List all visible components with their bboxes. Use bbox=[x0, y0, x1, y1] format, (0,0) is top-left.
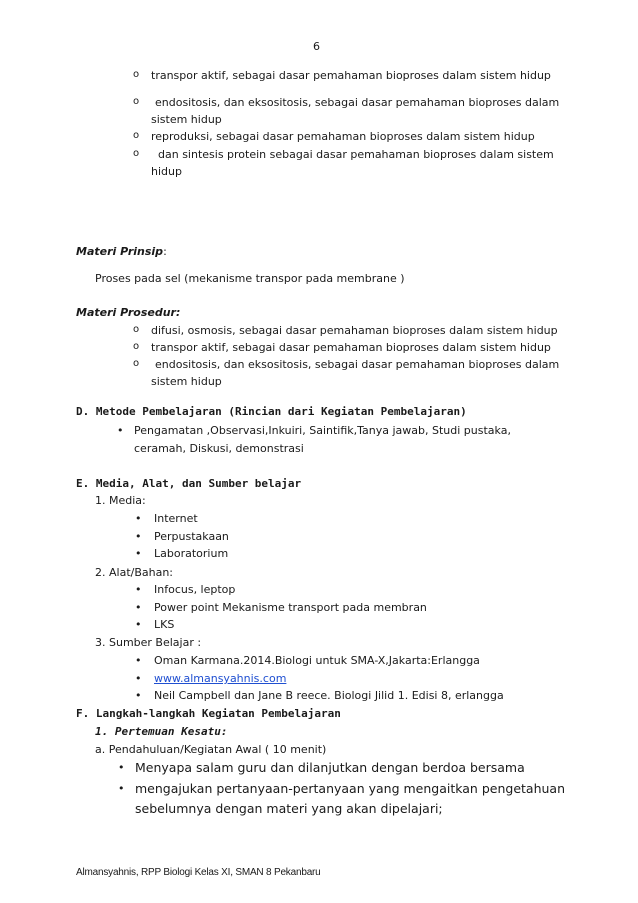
list-item: dan sintesis protein sebagai dasar pemahaman bioproses dalam sistem bbox=[158, 148, 554, 161]
list-item: reproduksi, sebagai dasar pemahaman bioproses dalam sistem hidup bbox=[151, 130, 535, 143]
dot-bullet-icon: • bbox=[135, 547, 142, 560]
list-item: Power point Mekanisme transport pada membran bbox=[154, 601, 427, 614]
list-item: difusi, osmosis, sebagai dasar pemahaman bioproses dalam sistem hidup bbox=[151, 324, 558, 337]
dot-bullet-icon: • bbox=[135, 672, 142, 685]
list-item: Oman Karmana.2014.Biologi untuk SMA-X,Jakarta:Erlangga bbox=[154, 654, 480, 667]
circle-bullet-icon: o bbox=[133, 148, 140, 159]
dot-bullet-icon: • bbox=[135, 689, 142, 702]
list-item: endositosis, dan eksositosis, sebagai dasar pemahaman bioproses dalam bbox=[155, 96, 560, 109]
materi-prosedur-heading: Materi Prosedur: bbox=[76, 306, 181, 319]
dot-bullet-icon: • bbox=[135, 601, 142, 614]
circle-bullet-icon: o bbox=[133, 130, 140, 141]
sumber-label: 3. Sumber Belajar : bbox=[95, 636, 202, 649]
dot-bullet-icon: • bbox=[135, 512, 142, 525]
materi-prinsip-heading: Materi Prinsip: bbox=[76, 245, 167, 258]
dot-bullet-icon: • bbox=[118, 761, 125, 774]
circle-bullet-icon: o bbox=[133, 341, 140, 352]
circle-bullet-icon: o bbox=[133, 358, 140, 369]
pendahuluan-label: a. Pendahuluan/Kegiatan Awal ( 10 menit) bbox=[95, 743, 327, 756]
alat-label: 2. Alat/Bahan: bbox=[95, 566, 174, 579]
page-number: 6 bbox=[313, 40, 320, 53]
dot-bullet-icon: • bbox=[117, 424, 124, 437]
list-item: Infocus, leptop bbox=[154, 583, 236, 596]
list-item: transpor aktif, sebagai dasar pemahaman bioproses dalam sistem hidup bbox=[151, 341, 551, 354]
list-item: Perpustakaan bbox=[154, 530, 229, 543]
list-item: transpor aktif, sebagai dasar pemahaman bioproses dalam sistem hidup bbox=[151, 69, 551, 82]
section-e-heading: E. Media, Alat, dan Sumber belajar bbox=[76, 477, 302, 490]
list-item-continuation: sistem hidup bbox=[151, 375, 222, 388]
dot-bullet-icon: • bbox=[135, 654, 142, 667]
dot-bullet-icon: • bbox=[135, 583, 142, 596]
list-item: Laboratorium bbox=[154, 547, 229, 560]
circle-bullet-icon: o bbox=[133, 96, 140, 107]
list-item: Menyapa salam guru dan dilanjutkan dengan berdoa bersama bbox=[135, 760, 525, 775]
metode-line: Pengamatan ,Observasi,Inkuiri, Saintifik,Tanya jawab, Studi pustaka, bbox=[134, 424, 511, 437]
pertemuan-heading: 1. Pertemuan Kesatu: bbox=[95, 725, 228, 738]
media-label: 1. Media: bbox=[95, 494, 146, 507]
list-item: endositosis, dan eksositosis, sebagai dasar pemahaman bioproses dalam bbox=[155, 358, 560, 371]
circle-bullet-icon: o bbox=[133, 324, 140, 335]
list-item: LKS bbox=[154, 618, 175, 631]
dot-bullet-icon: • bbox=[135, 618, 142, 631]
dot-bullet-icon: • bbox=[118, 782, 125, 795]
metode-line-continuation: ceramah, Diskusi, demonstrasi bbox=[134, 442, 304, 455]
list-item: Neil Campbell dan Jane B reece. Biologi Jilid 1. Edisi 8, erlangga bbox=[154, 689, 504, 702]
dot-bullet-icon: • bbox=[135, 530, 142, 543]
materi-prinsip-text: Proses pada sel (mekanisme transpor pada membrane ) bbox=[95, 272, 405, 285]
website-link[interactable]: www.almansyahnis.com bbox=[154, 672, 287, 685]
section-d-heading: D. Metode Pembelajaran (Rincian dari Kegiatan Pembelajaran) bbox=[76, 405, 467, 418]
list-item: Internet bbox=[154, 512, 198, 525]
page-footer: Almansyahnis, RPP Biologi Kelas XI, SMAN 8 Pekanbaru bbox=[76, 867, 321, 878]
section-f-heading: F. Langkah-langkah Kegiatan Pembelajaran bbox=[76, 707, 341, 720]
circle-bullet-icon: o bbox=[133, 69, 140, 80]
list-item-continuation: hidup bbox=[151, 165, 182, 178]
list-item: mengajukan pertanyaan-pertanyaan yang mengaitkan pengetahuan bbox=[135, 781, 565, 796]
list-item-continuation: sistem hidup bbox=[151, 113, 222, 126]
list-item-continuation: sebelumnya dengan materi yang akan dipelajari; bbox=[135, 801, 443, 816]
